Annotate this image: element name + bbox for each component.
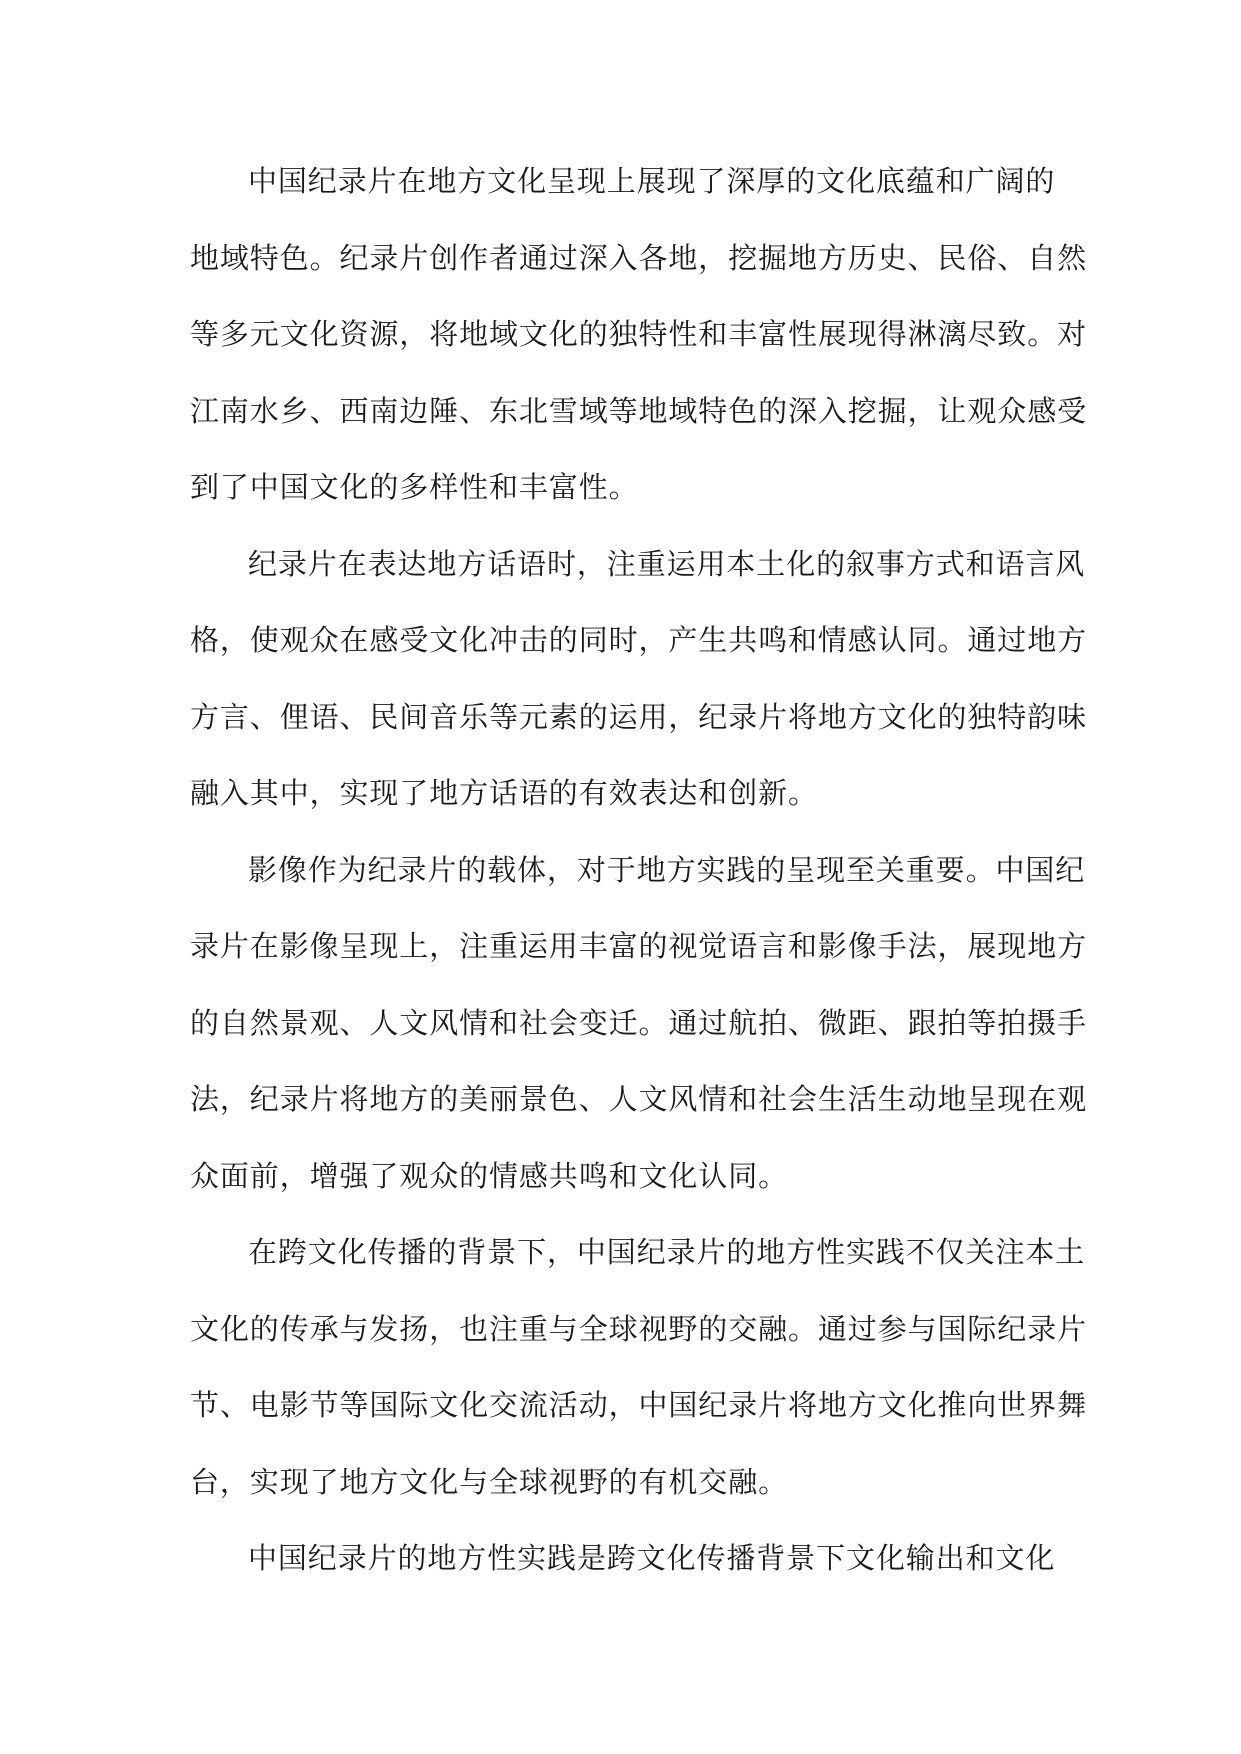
- paragraph-local-culture: [190, 143, 1088, 526]
- text-line: 文化的传承与发扬，也注重与全球视野的交融。通过参与国际纪录片: [190, 1311, 1088, 1346]
- text-line: 的自然景观、人文风情和社会变迁。通过航拍、微距、跟拍等拍摄手: [190, 1005, 1088, 1040]
- text-line: 纪录片在表达地方话语时，注重运用本土化的叙事方式和语言风: [248, 546, 1086, 581]
- text-line: 台，实现了地方文化与全球视野的有机交融。: [190, 1464, 789, 1499]
- text-line: 融入其中，实现了地方话语的有效表达和创新。: [190, 776, 818, 810]
- text-line: 众面前，增强了观众的情感共鸣和文化认同。: [190, 1158, 789, 1193]
- text-line: 中国纪录片在地方文化呈现上展现了深厚的文化底蕴和广阔的: [248, 164, 1056, 198]
- text-line: 地域特色。纪录片创作者通过深入各地，挖掘地方历史、民俗、自然: [190, 240, 1088, 275]
- text-line: 到了中国文化的多样性和丰富性。: [190, 470, 639, 504]
- text-line: 方言、俚语、民间音乐等元素的运用，纪录片将地方文化的独特韵味: [190, 699, 1088, 734]
- paragraph-local-discourse: [190, 526, 1088, 832]
- document-body: [190, 143, 1088, 1597]
- text-line: 影像作为纪录片的载体，对于地方实践的呈现至关重要。中国纪: [248, 852, 1086, 887]
- text-line: 江南水乡、西南边陲、东北雪域等地域特色的深入挖掘，让观众感受: [190, 393, 1088, 428]
- paragraph-imagery: [190, 832, 1088, 1215]
- text-line: 中国纪录片的地方性实践是跨文化传播背景下文化输出和文化: [248, 1541, 1056, 1575]
- text-line: 格，使观众在感受文化冲击的同时，产生共鸣和情感认同。通过地方: [190, 623, 1088, 657]
- text-line: 法，纪录片将地方的美丽景色、人文风情和社会生活生动地呈现在观: [190, 1082, 1088, 1116]
- paragraph-conclusion: [190, 1520, 1056, 1597]
- text-line: 在跨文化传播的背景下，中国纪录片的地方性实践不仅关注本土: [248, 1235, 1086, 1269]
- text-line: 节、电影节等国际文化交流活动，中国纪录片将地方文化推向世界舞: [190, 1388, 1088, 1422]
- text-line: 等多元文化资源，将地域文化的独特性和丰富性展现得淋漓尽致。对: [190, 317, 1088, 351]
- text-line: 录片在影像呈现上，注重运用丰富的视觉语言和影像手法，展现地方: [190, 929, 1088, 963]
- paragraph-cross-cultural: [190, 1214, 1088, 1520]
